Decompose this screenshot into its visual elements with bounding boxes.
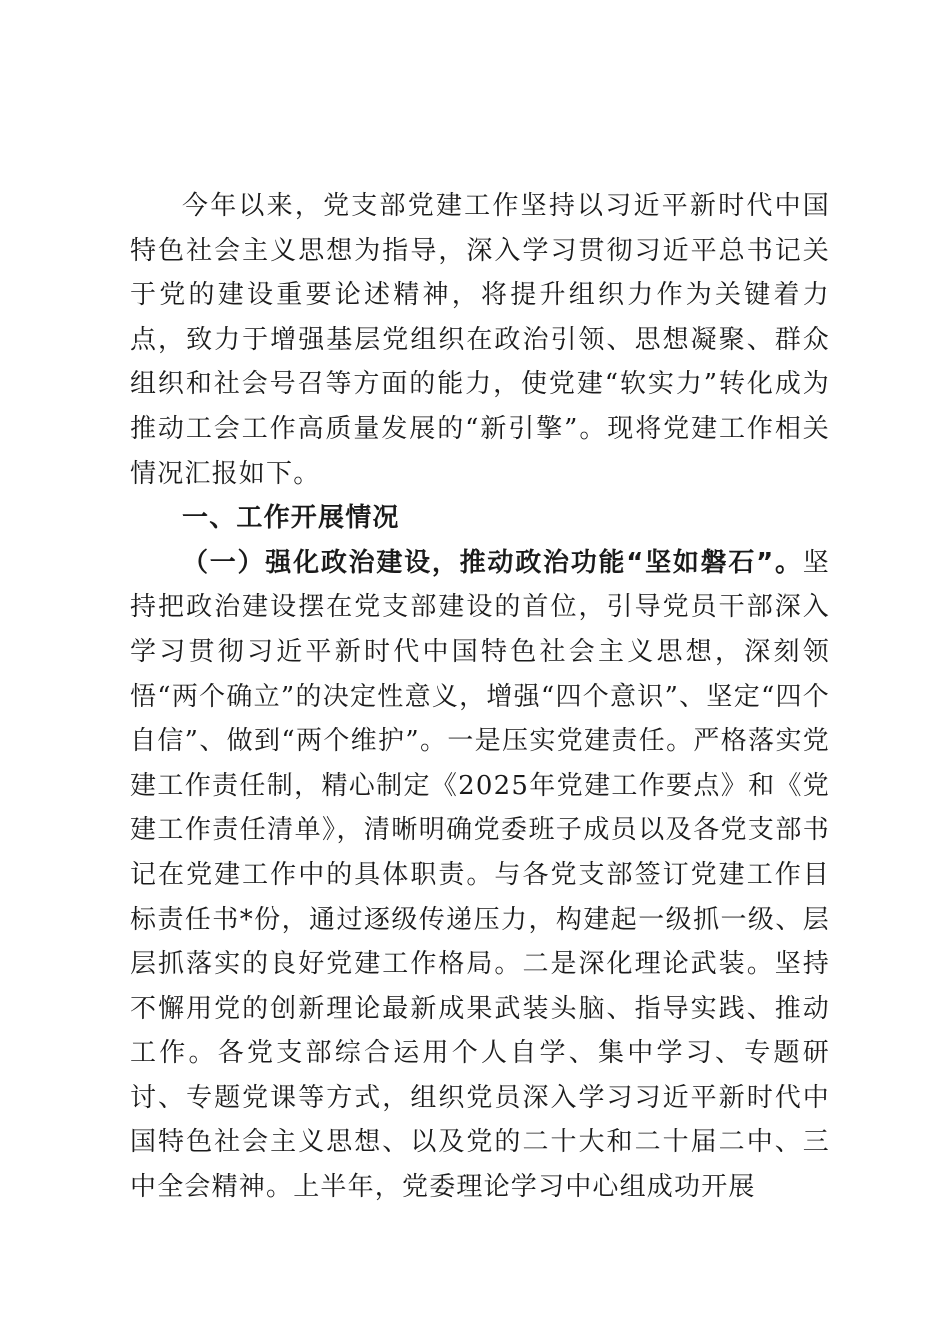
document-body <box>130 184 830 1210</box>
subsection-paragraph <box>130 541 830 1210</box>
subsection-heading: （一）强化政治建设，推动政治功能“坚如磐石”。 <box>182 547 803 578</box>
intro-paragraph: 今年以来，党支部党建工作坚持以习近平新时代中国特色社会主义思想为指导，深入学习贯彻习近平总书记关于党的建设重要论述精神，将提升组织力作为关键着力点，致力于增强基层党组织在政治引领、思想凝聚、群众组织和社会号召等方面的能力，使党建“软实力”转化成为推动工会工作高质量发展的“新引擎”。现将党建工作相关情况汇报如下。 <box>130 191 830 489</box>
section-heading: 一、工作开展情况 <box>182 503 400 534</box>
subsection-body: 坚持把政治建设摆在党支部建设的首位，引导党员干部深入学习贯彻习近平新时代中国特色社会主义思想，深刻领悟“两个确立”的决定性意义，增强“四个意识”、坚定“四个自信”、做到“两个维护”。一是压实党建责任。严格落实党建工作责任制，精心制定《2025年党建工作要点》和《党建工作责任清单》，清晰明确党委班子成员以及各党支部书记在党建工作中的具体职责。与各党支部签订党建工作目标责任书*份，通过逐级传递压力，构建起一级抓一级、层层抓落实的良好党建工作格局。二是深化理论武装。坚持不懈用党的创新理论最新成果武装头脑、指导实践、推动工作。各党支部综合运用个人自学、集中学习、专题研讨、专题党课等方式，组织党员深入学习习近平新时代中国特色社会主义思想、以及党的二十大和二十届二中、三中全会精神。上半年，党委理论学习中心组成功开展 <box>130 547 830 1203</box>
